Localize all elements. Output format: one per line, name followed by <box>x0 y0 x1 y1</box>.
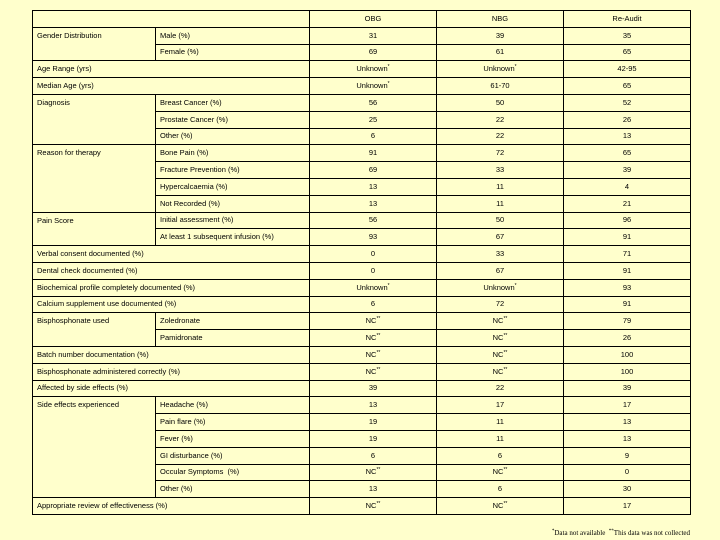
table-row-verbal-consent <box>33 246 691 263</box>
row-label-ocular-symptoms: Occular Symptoms (%) <box>156 464 310 481</box>
cell-dental-re-audit: 91 <box>564 262 691 279</box>
group-label-diagnosis: Diagnosis <box>33 94 156 144</box>
cell-zoledronate-obg <box>310 313 437 330</box>
table-row-header <box>33 11 691 28</box>
cell-review-re-audit <box>564 498 691 515</box>
cell-pamidronate-nbg <box>437 330 564 347</box>
cell-admin-nbg <box>437 363 564 380</box>
cell-age-range-re-audit <box>564 61 691 78</box>
cell-zoledronate-re-audit <box>564 313 691 330</box>
cell-bone-pain-obg: 91 <box>310 145 437 162</box>
cell-male-re-audit: 35 <box>564 27 691 44</box>
footnote-marker: * <box>387 64 390 71</box>
cell-value: Unknown <box>356 282 388 292</box>
row-label-pamidronate: Pamidronate <box>156 330 310 347</box>
footnote-marker: ** <box>376 333 381 340</box>
cell-dental-nbg: 67 <box>437 262 564 279</box>
row-label-fracture-prevention: Fracture Prevention (%) <box>156 162 310 179</box>
group-label-pain-score: Pain Score <box>33 212 156 246</box>
cell-value: NC <box>365 366 377 376</box>
cell-ocular-re-audit <box>564 464 691 481</box>
cell-ocular-nbg <box>437 464 564 481</box>
cell-value: NC <box>492 501 504 510</box>
cell-calcium-obg: 6 <box>310 296 437 313</box>
cell-pain-flare-obg: 19 <box>310 414 437 431</box>
footnote-marker: * <box>514 282 517 289</box>
audit-results-table <box>32 10 691 515</box>
cell-value: 0 <box>624 467 630 477</box>
cell-prostate-nbg: 22 <box>437 111 564 128</box>
cell-affected-nbg: 22 <box>437 380 564 397</box>
cell-admin-re-audit <box>564 363 691 380</box>
cell-median-age-obg <box>310 78 437 95</box>
cell-value: Unknown <box>356 64 388 74</box>
cell-hypercal-obg: 13 <box>310 178 437 195</box>
footnote-marker: ** <box>376 467 381 474</box>
row-label-not-recorded: Not Recorded (%) <box>156 195 310 212</box>
table-row-zoledronate <box>33 313 691 330</box>
cell-value: 17 <box>622 501 632 510</box>
cell-value: NC <box>492 316 504 326</box>
cell-female-obg: 69 <box>310 44 437 61</box>
cell-female-re-audit: 65 <box>564 44 691 61</box>
cell-hypercal-re-audit: 4 <box>564 178 691 195</box>
cell-fever-obg: 19 <box>310 430 437 447</box>
cell-value: 79 <box>622 316 632 326</box>
row-label-headache: Headache (%) <box>156 397 310 414</box>
cell-breast-nbg: 50 <box>437 94 564 111</box>
cell-batch-re-audit <box>564 346 691 363</box>
cell-fever-nbg: 11 <box>437 430 564 447</box>
group-label-reason: Reason for therapy <box>33 145 156 212</box>
table-row-headache <box>33 397 691 414</box>
cell-calcium-re-audit: 91 <box>564 296 691 313</box>
row-label-prostate-cancer: Prostate Cancer (%) <box>156 111 310 128</box>
cell-pain-flare-nbg: 11 <box>437 414 564 431</box>
cell-diagnosis-other-re-audit: 13 <box>564 128 691 145</box>
cell-side-other-obg: 13 <box>310 481 437 498</box>
cell-value: NC <box>492 366 504 376</box>
footnote-marker: ** <box>503 349 508 356</box>
table-row-calcium-supplement <box>33 296 691 313</box>
footnote-marker: ** <box>376 366 381 373</box>
row-label-median-age: Median Age (yrs) <box>33 78 310 95</box>
row-label-female: Female (%) <box>156 44 310 61</box>
cell-pain-initial-obg: 56 <box>310 212 437 229</box>
cell-breast-obg: 56 <box>310 94 437 111</box>
footnote-marker: ** <box>503 467 508 474</box>
cell-admin-obg <box>310 363 437 380</box>
cell-fracture-re-audit: 39 <box>564 162 691 179</box>
cell-affected-obg: 39 <box>310 380 437 397</box>
row-label-calcium-supplement: Calcium supplement use documented (%) <box>33 296 310 313</box>
footnote-marker: * <box>514 64 517 71</box>
cell-age-range-nbg <box>437 61 564 78</box>
footnote-marker: * <box>551 529 555 534</box>
cell-median-age-re-audit <box>564 78 691 95</box>
row-label-breast-cancer: Breast Cancer (%) <box>156 94 310 111</box>
table-row-biochemical-profile <box>33 279 691 296</box>
row-label-male: Male (%) <box>156 27 310 44</box>
row-label-affected-side-effects: Affected by side effects (%) <box>33 380 310 397</box>
cell-review-obg <box>310 498 437 515</box>
table-row-pain-initial <box>33 212 691 229</box>
cell-pain-initial-re-audit: 96 <box>564 212 691 229</box>
cell-headache-re-audit: 17 <box>564 397 691 414</box>
cell-female-nbg: 61 <box>437 44 564 61</box>
cell-verbal-nbg: 33 <box>437 246 564 263</box>
column-header-obg: OBG <box>310 11 437 28</box>
footnote-marker: * <box>387 282 390 289</box>
row-label-administered-correctly: Bisphosphonate administered correctly (%) <box>33 363 310 380</box>
cell-fracture-obg: 69 <box>310 162 437 179</box>
table-row-affected-side-effects <box>33 380 691 397</box>
row-label-gi-disturbance: GI disturbance (%) <box>156 447 310 464</box>
footnote-marker: ** <box>608 529 614 534</box>
cell-pain-subsequent-obg: 93 <box>310 229 437 246</box>
table-row-batch-number <box>33 346 691 363</box>
cell-pamidronate-re-audit <box>564 330 691 347</box>
cell-value: NC <box>365 333 377 343</box>
table-row-dental-check <box>33 262 691 279</box>
table-row-age-range <box>33 61 691 78</box>
cell-value: NC <box>365 349 377 359</box>
cell-value: 42-95 <box>617 64 637 74</box>
cell-side-other-re-audit: 30 <box>564 481 691 498</box>
cell-calcium-nbg: 72 <box>437 296 564 313</box>
cell-value: NC <box>492 349 504 359</box>
cell-value: 100 <box>620 349 634 359</box>
cell-side-other-nbg: 6 <box>437 481 564 498</box>
row-label-bone-pain: Bone Pain (%) <box>156 145 310 162</box>
row-label-pain-subsequent: At least 1 subsequent infusion (%) <box>156 229 310 246</box>
cell-age-range-obg <box>310 61 437 78</box>
cell-fracture-nbg: 33 <box>437 162 564 179</box>
cell-value: NC <box>365 316 377 326</box>
row-label-zoledronate: Zoledronate <box>156 313 310 330</box>
cell-affected-re-audit: 39 <box>564 380 691 397</box>
cell-breast-re-audit: 52 <box>564 94 691 111</box>
cell-pain-initial-nbg: 50 <box>437 212 564 229</box>
cell-fever-re-audit: 13 <box>564 430 691 447</box>
cell-value: Unknown <box>483 282 515 292</box>
cell-hypercal-nbg: 11 <box>437 178 564 195</box>
cell-bone-pain-re-audit: 65 <box>564 145 691 162</box>
cell-headache-obg: 13 <box>310 397 437 414</box>
cell-diagnosis-other-nbg: 22 <box>437 128 564 145</box>
table-row-administered-correctly <box>33 363 691 380</box>
cell-value: NC <box>365 467 377 477</box>
cell-prostate-re-audit: 26 <box>564 111 691 128</box>
footnote-marker: ** <box>503 501 508 507</box>
cell-biochem-obg <box>310 279 437 296</box>
row-label-pain-initial: Initial assessment (%) <box>156 212 310 229</box>
table-row-median-age <box>33 78 691 95</box>
cell-verbal-obg: 0 <box>310 246 437 263</box>
footnote-marker: ** <box>503 333 508 340</box>
cell-biochem-re-audit <box>564 279 691 296</box>
footnote-marker: * <box>387 81 390 88</box>
row-label-diagnosis-other: Other (%) <box>156 128 310 145</box>
cell-value: Unknown <box>483 64 515 74</box>
footnote-marker: ** <box>376 349 381 356</box>
cell-value: NC <box>365 501 377 510</box>
cell-value: 93 <box>622 282 632 292</box>
footnote-marker: ** <box>376 501 381 507</box>
row-label-batch-number: Batch number documentation (%) <box>33 346 310 363</box>
row-label-hypercalcaemia: Hypercalcaemia (%) <box>156 178 310 195</box>
cell-dental-obg: 0 <box>310 262 437 279</box>
cell-bone-pain-nbg: 72 <box>437 145 564 162</box>
cell-not-recorded-obg: 13 <box>310 195 437 212</box>
cell-gi-nbg: 6 <box>437 447 564 464</box>
row-label-dental-check: Dental check documented (%) <box>33 262 310 279</box>
cell-gi-re-audit: 9 <box>564 447 691 464</box>
cell-value: NC <box>492 333 504 343</box>
column-header-re-audit: Re-Audit <box>564 11 691 28</box>
row-label-biochemical-profile: Biochemical profile completely documented (%) <box>33 279 310 296</box>
row-label-fever: Fever (%) <box>156 430 310 447</box>
cell-prostate-obg: 25 <box>310 111 437 128</box>
cell-male-obg: 31 <box>310 27 437 44</box>
table-row-review-effectiveness <box>33 498 691 515</box>
cell-median-age-nbg <box>437 78 564 95</box>
table-row-bone-pain <box>33 145 691 162</box>
column-header-nbg: NBG <box>437 11 564 28</box>
footnote-marker: ** <box>503 316 508 323</box>
cell-not-recorded-re-audit: 21 <box>564 195 691 212</box>
cell-gi-obg: 6 <box>310 447 437 464</box>
footnote-text-not-available: Data not available <box>554 529 606 537</box>
group-label-side-effects: Side effects experienced <box>33 397 156 498</box>
row-label-side-other: Other (%) <box>156 481 310 498</box>
cell-pain-subsequent-nbg: 67 <box>437 229 564 246</box>
cell-verbal-re-audit: 71 <box>564 246 691 263</box>
cell-zoledronate-nbg <box>437 313 564 330</box>
group-label-gender: Gender Distribution <box>33 27 156 61</box>
cell-value: 61-70 <box>490 81 510 91</box>
cell-value: NC <box>492 467 504 477</box>
table-row-male <box>33 27 691 44</box>
row-label-pain-flare: Pain flare (%) <box>156 414 310 431</box>
cell-batch-nbg <box>437 346 564 363</box>
row-label-verbal-consent: Verbal consent documented (%) <box>33 246 310 263</box>
cell-pamidronate-obg <box>310 330 437 347</box>
cell-value: 26 <box>622 333 632 343</box>
cell-value: Unknown <box>356 81 388 91</box>
footnote-marker: ** <box>376 316 381 323</box>
table-row-breast-cancer <box>33 94 691 111</box>
cell-batch-obg <box>310 346 437 363</box>
row-label-age-range: Age Range (yrs) <box>33 61 310 78</box>
cell-pain-flare-re-audit: 13 <box>564 414 691 431</box>
row-label-review-effectiveness: Appropriate review of effectiveness (%) <box>33 498 310 515</box>
group-label-bisphosphonate: Bisphosphonate used <box>33 313 156 347</box>
footnote-text-not-collected: This data was not collected <box>613 529 690 537</box>
cell-diagnosis-other-obg: 6 <box>310 128 437 145</box>
cell-value: 100 <box>620 366 634 376</box>
cell-not-recorded-nbg: 11 <box>437 195 564 212</box>
cell-headache-nbg: 17 <box>437 397 564 414</box>
cell-biochem-nbg <box>437 279 564 296</box>
footnote <box>552 529 690 537</box>
cell-review-nbg <box>437 498 564 515</box>
cell-ocular-obg <box>310 464 437 481</box>
cell-pain-subsequent-re-audit: 91 <box>564 229 691 246</box>
footnote-marker: ** <box>503 366 508 373</box>
cell-male-nbg: 39 <box>437 27 564 44</box>
header-blank-cell <box>33 11 310 28</box>
cell-value: 65 <box>622 81 632 91</box>
